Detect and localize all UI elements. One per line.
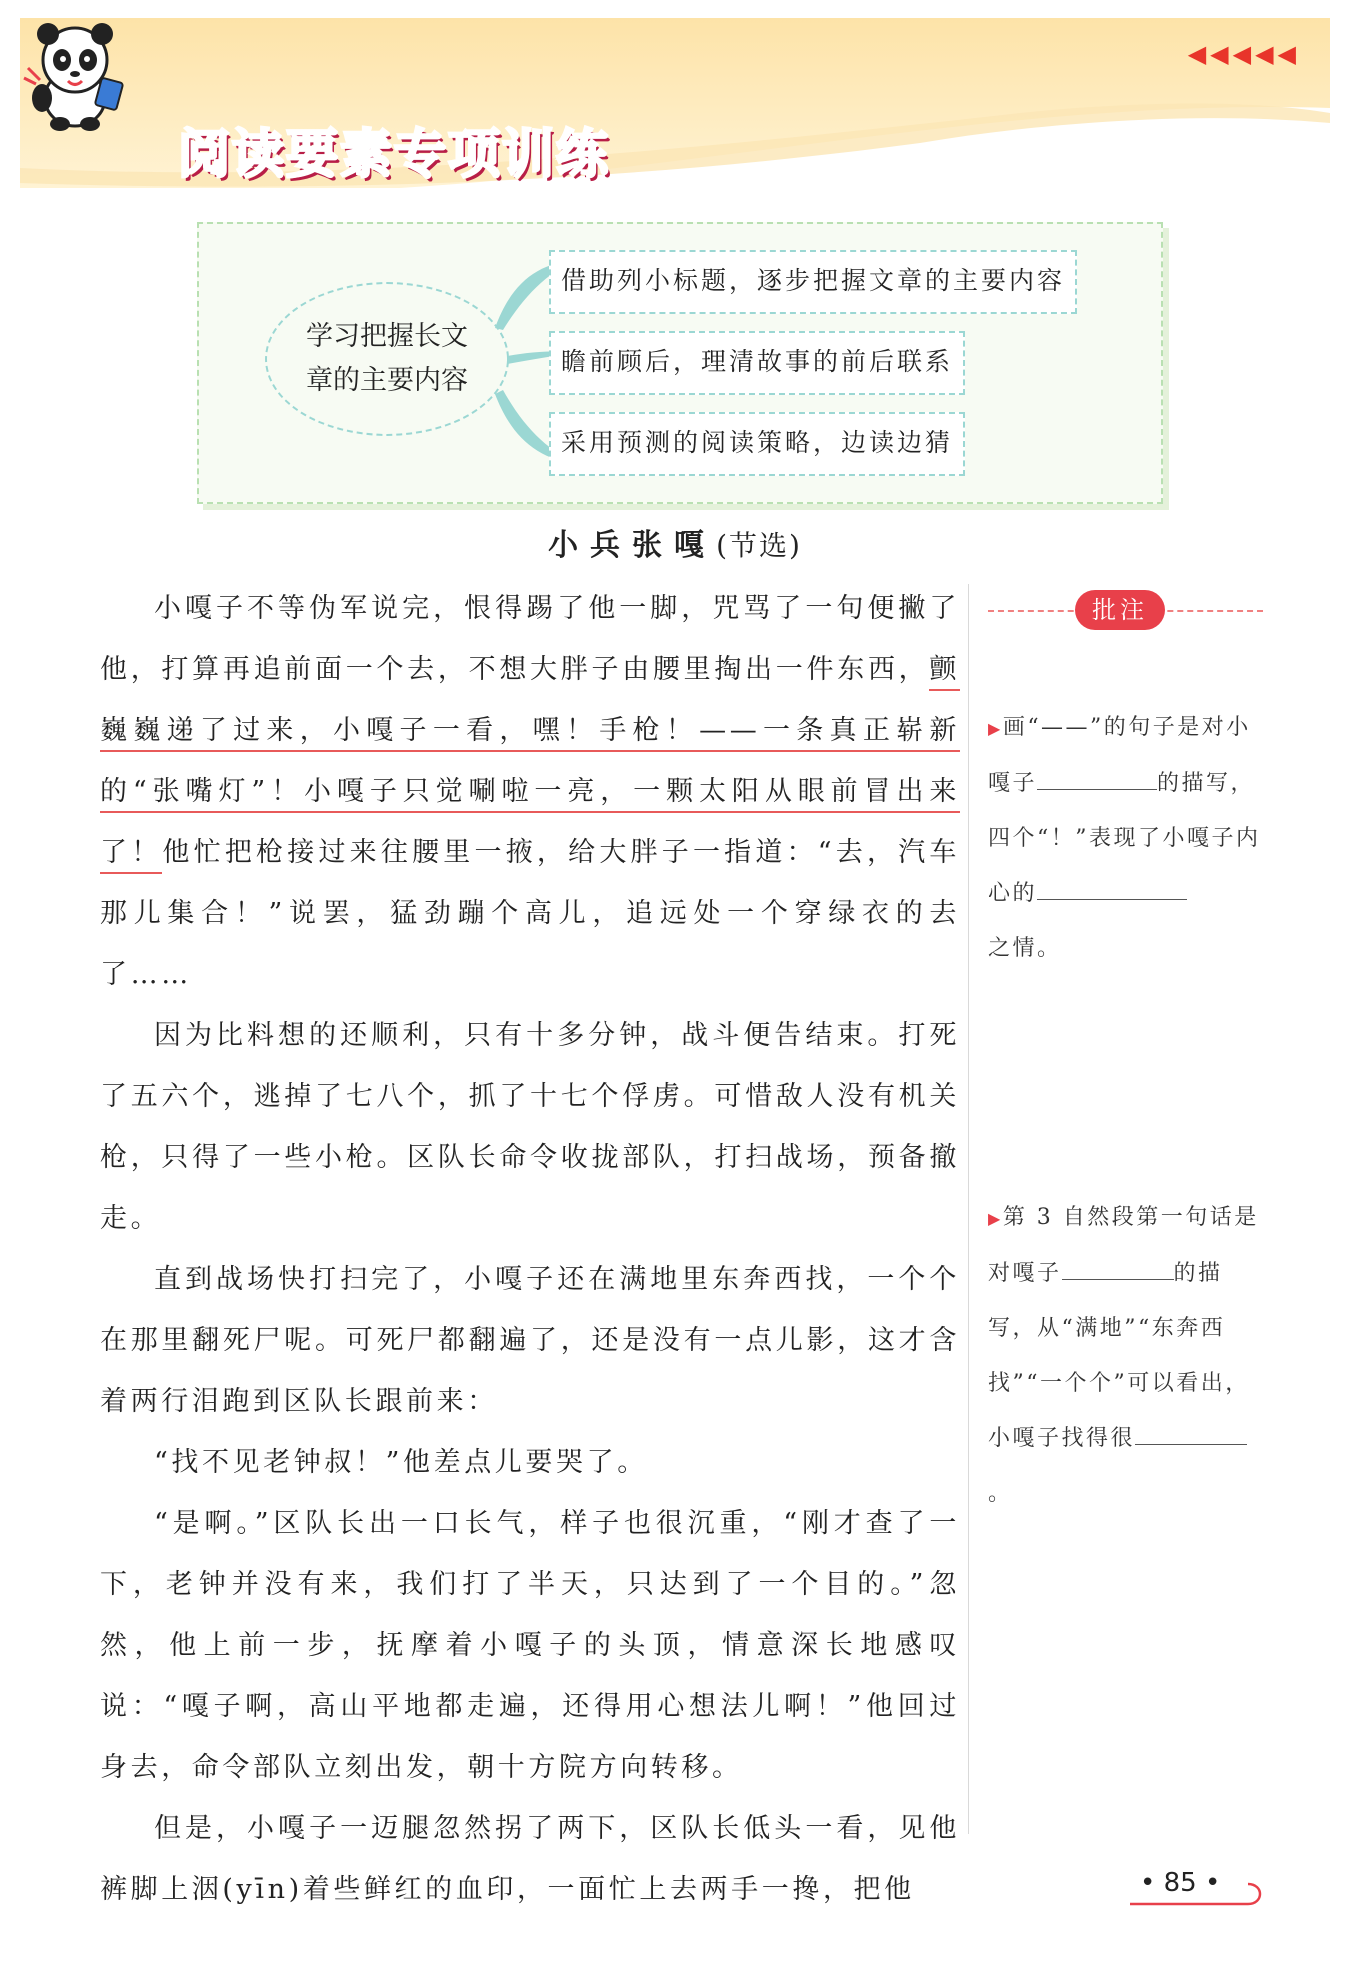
article-title-main: 小兵张嘎 [548,528,717,563]
arrow-decoration-icon: ◀◀◀◀◀ [1187,40,1300,68]
fill-blank-2[interactable] [1037,873,1187,900]
annotation-note-2 [988,1190,1268,1521]
note-1-text-a: 画“——”的句子是对小嘎子 [988,715,1251,796]
mind-map [197,222,1163,504]
margin-divider [968,584,969,1834]
mind-map-center [265,282,509,436]
paragraph-5: “是啊。”区队长出一口长气，样子也很沉重，“刚才查了一下，老钟并没有来，我们打了半天，只达到了一个目的。”忽然，他上前一步，抚摩着小嘎子的头顶，情意深长地感叹说：“嘎子啊，高山平地都走遍，还得用心想法儿啊！”他回过身去，命令部队立刻出发，朝十方院方向转移。 [100,1508,960,1783]
page-number-underline [1130,1882,1270,1912]
paragraph-1-text-b: 他忙把枪接过来往腰里一掖，给大胖子一指道：“去，汽车那儿集合！”说罢，猛劲蹦个高儿，追远处一个穿绿衣的去了…… [100,837,961,990]
note-2-text-a: 第 3 自然段第一句话是对嘎子 [988,1205,1259,1286]
paragraph-1-text-a: 小嘎子不等伪军说完，恨得踢了他一脚，咒骂了一句便撇了他，打算再追前面一个去，不想大胖子由腰里掏出一件东西， [100,593,960,685]
annotation-badge: 批注 [1075,590,1165,630]
fill-blank-1[interactable] [1037,763,1157,790]
page-number: • 85 • [1140,1868,1221,1898]
center-line-2: 章的主要内容 [306,365,468,396]
fill-blank-3[interactable] [1062,1253,1174,1280]
note-1-text-b: 的描写，四个“！”表现了小嘎子内心的 [988,771,1261,906]
note-2-text-b: 的描写，从“满地”“东奔西找”“一个个”可以看出，小嘎子找得很 [988,1261,1250,1451]
annotation-note-1 [988,700,1268,976]
triangle-marker-icon: ▶ [988,719,1003,738]
mind-map-branch-2: 瞻前顾后，理清故事的前后联系 [549,331,965,395]
panda-mascot-icon [20,18,130,133]
mind-map-branch-1: 借助列小标题，逐步把握文章的主要内容 [549,250,1077,314]
section-title: 阅读要素专项训练 [178,125,611,185]
header-banner [20,18,1330,188]
underlined-sentence: 颤巍巍递了过来，小嘎子一看，嘿！手枪！——一条真正崭新的“张嘴灯”！小嘎子只觉唰啦一亮，一颗太阳从眼前冒出来了！ [100,654,960,874]
paragraph-2: 因为比料想的还顺利，只有十多分钟，战斗便告结束。打死了五六个，逃掉了七八个，抓了十七个俘虏。可惜敌人没有机关枪，只得了一些小枪。区队长命令收拢部队，打扫战场，预备撤走。 [100,1020,960,1234]
fill-blank-4[interactable] [1135,1418,1247,1445]
note-2-text-c: 。 [988,1481,1013,1506]
paragraph-6: 但是，小嘎子一迈腿忽然拐了两下，区队长低头一看，见他裤脚上洇(yīn)着些鲜红的血印，一面忙上去两手一搀，把他 [100,1813,960,1905]
article-title-sub: (节选) [716,529,802,562]
mind-map-branch-3: 采用预测的阅读策略，边读边猜 [549,412,965,476]
note-1-text-c: 之情。 [988,936,1062,961]
paragraph-4: “找不见老钟叔！”他差点儿要哭了。 [154,1447,648,1478]
article-body [100,578,960,1920]
center-line-1: 学习把握长文 [306,321,468,352]
triangle-marker-icon: ▶ [988,1209,1003,1228]
article-title [0,520,1350,564]
paragraph-3: 直到战场快打扫完了，小嘎子还在满地里东奔西找，一个个在那里翻死尸呢。可死尸都翻遍了，还是没有一点儿影，这才含着两行泪跑到区队长跟前来： [100,1264,960,1417]
paragraph-1 [100,578,960,1005]
